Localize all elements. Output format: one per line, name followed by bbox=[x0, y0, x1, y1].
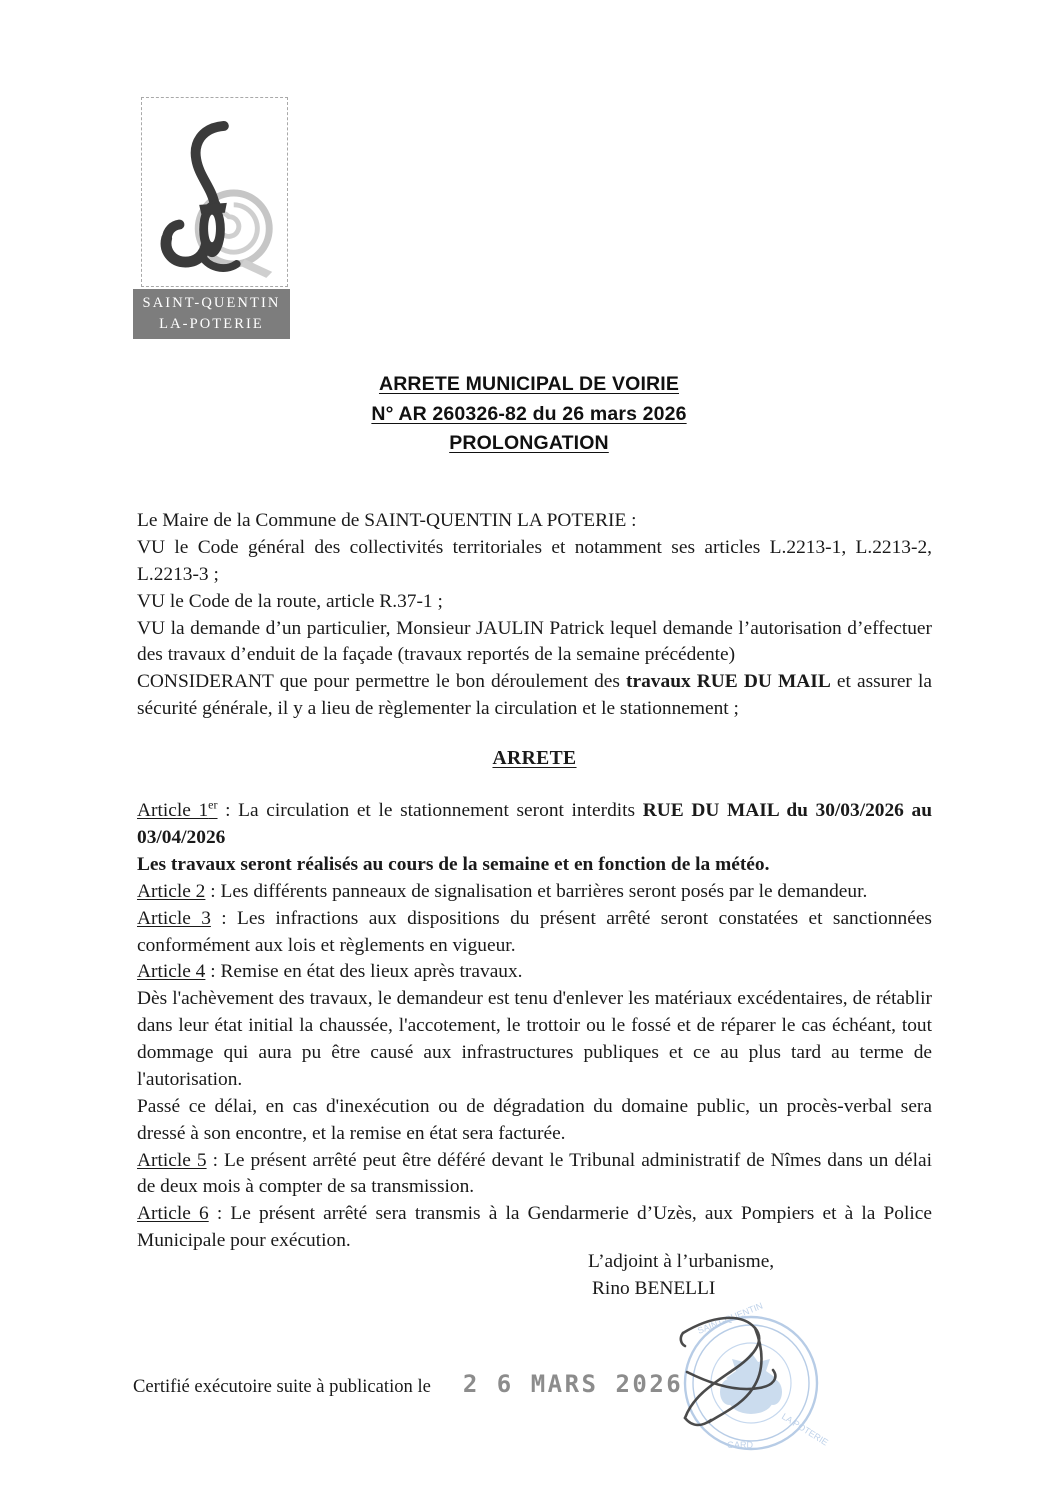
article-2 bbox=[137, 879, 932, 906]
document-title bbox=[0, 370, 1058, 459]
vu-line-3: VU la demande d’un particulier, Monsieur JAULIN Patrick lequel demande l’autorisation d’effectuer des travaux d’enduit de la façade (travaux reportés de la semaine précédente) bbox=[137, 617, 932, 666]
logo-banner-line-2: LA-POTERIE bbox=[159, 316, 264, 332]
article-1-label: Article 1er bbox=[137, 797, 218, 822]
logo-banner bbox=[133, 289, 290, 339]
considerant-emphasis: travaux RUE DU MAIL bbox=[626, 671, 831, 693]
municipal-logo bbox=[133, 97, 290, 339]
article-5 bbox=[137, 1148, 932, 1202]
article-2-text: : Les différents panneaux de signalisation et barrières seront posés par le demandeur. bbox=[205, 880, 868, 902]
considerant-line bbox=[137, 669, 932, 723]
vu-line-1: VU le Code général des collectivités territoriales et notamment ses articles L.2213-1, L.2213-2, L.2213-3 ; bbox=[137, 536, 932, 585]
title-line-2: N° AR 260326-82 du 26 mars 2026 bbox=[371, 402, 687, 425]
article-6-text: : Le présent arrêté sera transmis à la Gendarmerie d’Uzès, aux Pompiers et à la Police Municipale pour exécution. bbox=[137, 1203, 932, 1252]
article-1 bbox=[137, 798, 932, 852]
article-1-weather-note: Les travaux seront réalisés au cours de la semaine et en fonction de la météo. bbox=[137, 853, 770, 875]
title-line-1: ARRETE MUNICIPAL DE VOIRIE bbox=[378, 373, 680, 395]
logo-frame bbox=[141, 97, 288, 287]
publication-date-stamp: 2 6 MARS 2026 bbox=[462, 1370, 684, 1398]
logo-banner-line-1: SAINT-QUENTIN bbox=[142, 294, 281, 311]
article-6 bbox=[137, 1201, 932, 1255]
article-1-text: : La circulation et le stationnement seront interdits bbox=[217, 800, 643, 822]
article-3-label: Article 3 bbox=[137, 907, 211, 929]
title-line-3: PROLONGATION bbox=[449, 432, 609, 455]
article-3 bbox=[137, 906, 932, 960]
article-4 bbox=[137, 959, 932, 986]
article-6-label: Article 6 bbox=[137, 1203, 209, 1225]
svg-text:LA POTERIE: LA POTERIE bbox=[779, 1411, 830, 1448]
arrete-heading: ARRETE bbox=[492, 748, 577, 769]
article-3-text: : Les infractions aux dispositions du présent arrêté seront constatées et sanctionnées conformément aux lois et règlements en vigueur. bbox=[137, 907, 932, 956]
mayor-line: Le Maire de la Commune de SAINT-QUENTIN LA POTERIE : bbox=[137, 510, 637, 531]
article-4-paragraph-1: Dès l'achèvement des travaux, le demandeur est tenu d'enlever les matériaux excédentaires, de rétablir dans leur état initial la chaussée, l'accotement, le trottoir ou le fossé et de réparer le cas échéant, tout dommage qui aura pu être causé aux infrastructures publiques et ce au plus tard au terme de l'autorisation. bbox=[137, 988, 932, 1090]
saint-quentin-la-poterie-monogram-icon bbox=[142, 98, 287, 286]
article-4-text: : Remise en état des lieux après travaux. bbox=[205, 961, 523, 983]
signatory-name: Rino BENELLI bbox=[592, 1278, 716, 1300]
article-4-paragraph-2: Passé ce délai, en cas d'inexécution ou de dégradation du domaine public, un procès-verbal sera dressé à son encontre, et la remise en état sera facturée. bbox=[137, 1095, 932, 1144]
certification-footer bbox=[133, 1370, 733, 1398]
signature-block bbox=[588, 1248, 774, 1302]
considerant-text-after: et assurer la sécurité générale, il y a lieu de règlementer la circulation et le stationnement ; bbox=[137, 671, 932, 720]
certification-text: Certifié exécutoire suite à publication le bbox=[133, 1376, 431, 1397]
article-5-label: Article 5 bbox=[137, 1149, 207, 1171]
article-4-label: Article 4 bbox=[137, 961, 206, 983]
document-body bbox=[137, 508, 932, 1255]
svg-text:SAINT-QUENTIN: SAINT-QUENTIN bbox=[696, 1300, 765, 1336]
article-1-ordinal-suffix: er bbox=[208, 797, 218, 812]
vu-line-2: VU le Code de la route, article R.37-1 ; bbox=[137, 590, 443, 612]
article-1-emphasis: RUE DU MAIL du 30/03/2026 au 03/04/2026 bbox=[137, 800, 932, 848]
article-2-label: Article 2 bbox=[137, 880, 206, 902]
svg-text:GARD: GARD bbox=[727, 1440, 754, 1450]
considerant-text-before: CONSIDERANT que pour permettre le bon déroulement des bbox=[137, 671, 627, 693]
signatory-role: L’adjoint à l’urbanisme, bbox=[588, 1251, 775, 1272]
article-5-text: : Le présent arrêté peut être déféré devant le Tribunal administratif de Nîmes dans un délai de deux mois à compter de sa transmission. bbox=[137, 1149, 932, 1198]
